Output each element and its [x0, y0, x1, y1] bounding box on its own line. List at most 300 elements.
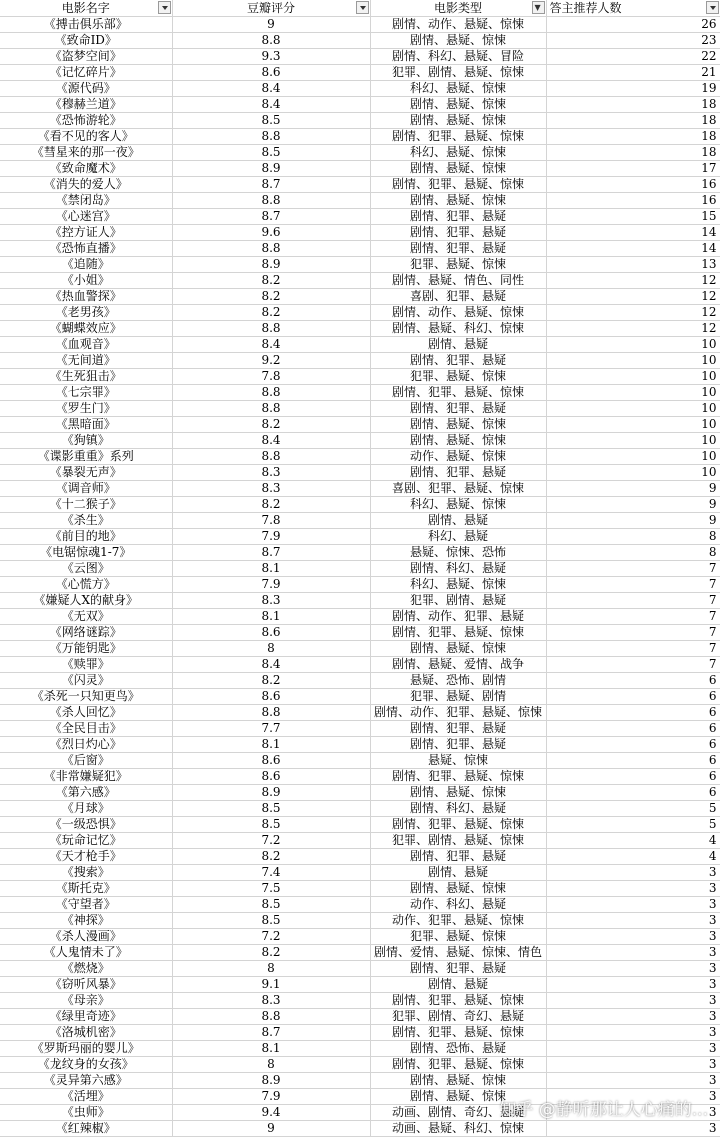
cell-recommend-count[interactable]: 5	[546, 817, 720, 833]
cell-movie-name[interactable]: 《人鬼情未了》	[0, 945, 172, 961]
cell-douban-score[interactable]: 8.5	[172, 913, 370, 929]
cell-recommend-count[interactable]: 6	[546, 769, 720, 785]
cell-movie-name[interactable]: 《非常嫌疑犯》	[0, 769, 172, 785]
cell-recommend-count[interactable]: 7	[546, 625, 720, 641]
cell-movie-name[interactable]: 《狗镇》	[0, 433, 172, 449]
cell-movie-name[interactable]: 《蝴蝶效应》	[0, 321, 172, 337]
cell-genre[interactable]: 剧情、犯罪、悬疑	[370, 721, 546, 737]
cell-movie-name[interactable]: 《黑暗面》	[0, 417, 172, 433]
cell-recommend-count[interactable]: 3	[546, 929, 720, 945]
cell-genre[interactable]: 剧情、悬疑、科幻、惊悚	[370, 321, 546, 337]
cell-movie-name[interactable]: 《杀生》	[0, 513, 172, 529]
cell-movie-name[interactable]: 《暴裂无声》	[0, 465, 172, 481]
cell-genre[interactable]: 犯罪、悬疑、惊悚	[370, 369, 546, 385]
cell-genre[interactable]: 剧情、犯罪、悬疑、惊悚	[370, 1025, 546, 1041]
cell-movie-name[interactable]: 《第六感》	[0, 785, 172, 801]
cell-movie-name[interactable]: 《盗梦空间》	[0, 49, 172, 65]
cell-recommend-count[interactable]: 6	[546, 673, 720, 689]
cell-douban-score[interactable]: 8.7	[172, 209, 370, 225]
cell-recommend-count[interactable]: 7	[546, 561, 720, 577]
cell-movie-name[interactable]: 《看不见的客人》	[0, 129, 172, 145]
cell-movie-name[interactable]: 《赎罪》	[0, 657, 172, 673]
cell-movie-name[interactable]: 《追随》	[0, 257, 172, 273]
cell-movie-name[interactable]: 《生死狙击》	[0, 369, 172, 385]
table-row	[0, 385, 720, 401]
cell-recommend-count[interactable]: 3	[546, 881, 720, 897]
cell-douban-score[interactable]: 8.8	[172, 385, 370, 401]
cell-recommend-count[interactable]: 7	[546, 657, 720, 673]
cell-genre[interactable]: 科幻、悬疑	[370, 529, 546, 545]
cell-recommend-count[interactable]: 3	[546, 1105, 720, 1121]
cell-recommend-count[interactable]: 14	[546, 225, 720, 241]
cell-movie-name[interactable]: 《杀死一只知更鸟》	[0, 689, 172, 705]
cell-genre[interactable]: 剧情、悬疑、惊悚	[370, 1089, 546, 1105]
cell-genre[interactable]: 剧情、悬疑、惊悚	[370, 641, 546, 657]
table-row	[0, 881, 720, 897]
cell-genre[interactable]: 剧情、犯罪、悬疑、惊悚	[370, 769, 546, 785]
cell-douban-score[interactable]: 8.8	[172, 193, 370, 209]
cell-douban-score[interactable]: 8.4	[172, 657, 370, 673]
cell-recommend-count[interactable]: 9	[546, 481, 720, 497]
cell-genre[interactable]: 科幻、悬疑、惊悚	[370, 497, 546, 513]
cell-recommend-count[interactable]: 12	[546, 321, 720, 337]
cell-douban-score[interactable]: 8	[172, 1057, 370, 1073]
cell-douban-score[interactable]: 7.4	[172, 865, 370, 881]
cell-recommend-count[interactable]: 12	[546, 289, 720, 305]
cell-genre[interactable]: 剧情、科幻、悬疑、冒险	[370, 49, 546, 65]
cell-genre[interactable]: 动作、悬疑、惊悚	[370, 449, 546, 465]
cell-douban-score[interactable]: 8.1	[172, 609, 370, 625]
cell-douban-score[interactable]: 8.2	[172, 945, 370, 961]
cell-recommend-count[interactable]: 6	[546, 737, 720, 753]
cell-movie-name[interactable]: 《致命ID》	[0, 33, 172, 49]
cell-movie-name[interactable]: 《燃烧》	[0, 961, 172, 977]
cell-movie-name[interactable]: 《玩命记忆》	[0, 833, 172, 849]
cell-douban-score[interactable]: 7.9	[172, 1089, 370, 1105]
cell-movie-name[interactable]: 《谍影重重》系列	[0, 449, 172, 465]
cell-movie-name[interactable]: 《全民目击》	[0, 721, 172, 737]
cell-movie-name[interactable]: 《血观音》	[0, 337, 172, 353]
cell-douban-score[interactable]: 8.5	[172, 145, 370, 161]
cell-movie-name[interactable]: 《龙纹身的女孩》	[0, 1057, 172, 1073]
cell-genre[interactable]: 剧情、犯罪、悬疑、惊悚	[370, 625, 546, 641]
cell-recommend-count[interactable]: 6	[546, 753, 720, 769]
cell-douban-score[interactable]: 8.8	[172, 401, 370, 417]
cell-douban-score[interactable]: 8.5	[172, 897, 370, 913]
table-row	[0, 49, 720, 65]
cell-movie-name[interactable]: 《月球》	[0, 801, 172, 817]
cell-movie-name[interactable]: 《恐怖游轮》	[0, 113, 172, 129]
cell-recommend-count[interactable]: 3	[546, 1121, 720, 1137]
cell-genre[interactable]: 悬疑、惊悚、恐怖	[370, 545, 546, 561]
cell-recommend-count[interactable]: 10	[546, 433, 720, 449]
cell-douban-score[interactable]: 8.9	[172, 785, 370, 801]
cell-genre[interactable]: 剧情、悬疑、惊悚	[370, 113, 546, 129]
cell-douban-score[interactable]: 7.7	[172, 721, 370, 737]
cell-movie-name[interactable]: 《红辣椒》	[0, 1121, 172, 1137]
cell-movie-name[interactable]: 《致命魔术》	[0, 161, 172, 177]
cell-douban-score[interactable]: 8.7	[172, 177, 370, 193]
cell-douban-score[interactable]: 7.2	[172, 833, 370, 849]
cell-douban-score[interactable]: 8.2	[172, 497, 370, 513]
filter-active-icon[interactable]: ▼	[532, 1, 545, 14]
cell-douban-score[interactable]: 8.8	[172, 129, 370, 145]
cell-genre[interactable]: 剧情、悬疑、惊悚	[370, 417, 546, 433]
table-row	[0, 577, 720, 593]
cell-genre[interactable]: 犯罪、剧情、悬疑、惊悚	[370, 65, 546, 81]
cell-movie-name[interactable]: 《彗星来的那一夜》	[0, 145, 172, 161]
cell-movie-name[interactable]: 《穆赫兰道》	[0, 97, 172, 113]
cell-douban-score[interactable]: 8.8	[172, 705, 370, 721]
cell-movie-name[interactable]: 《天才枪手》	[0, 849, 172, 865]
cell-recommend-count[interactable]: 26	[546, 17, 720, 33]
cell-genre[interactable]: 剧情、悬疑、情色、同性	[370, 273, 546, 289]
cell-recommend-count[interactable]: 3	[546, 945, 720, 961]
cell-genre[interactable]: 喜剧、犯罪、悬疑	[370, 289, 546, 305]
cell-genre[interactable]: 科幻、悬疑、惊悚	[370, 577, 546, 593]
cell-genre[interactable]: 剧情、动作、悬疑、惊悚	[370, 305, 546, 321]
cell-douban-score[interactable]: 8.4	[172, 433, 370, 449]
filter-dropdown-icon[interactable]	[356, 1, 369, 14]
cell-douban-score[interactable]: 8.8	[172, 1009, 370, 1025]
cell-recommend-count[interactable]: 15	[546, 209, 720, 225]
cell-movie-name[interactable]: 《心慌方》	[0, 577, 172, 593]
cell-movie-name[interactable]: 《杀人回忆》	[0, 705, 172, 721]
cell-douban-score[interactable]: 7.8	[172, 369, 370, 385]
cell-douban-score[interactable]: 8.3	[172, 593, 370, 609]
cell-recommend-count[interactable]: 10	[546, 401, 720, 417]
cell-genre[interactable]: 剧情、犯罪、悬疑	[370, 849, 546, 865]
cell-recommend-count[interactable]: 16	[546, 177, 720, 193]
cell-recommend-count[interactable]: 17	[546, 161, 720, 177]
cell-douban-score[interactable]: 8.6	[172, 65, 370, 81]
cell-recommend-count[interactable]: 18	[546, 129, 720, 145]
cell-movie-name[interactable]: 《罗斯玛丽的婴儿》	[0, 1041, 172, 1057]
cell-genre[interactable]: 剧情、悬疑	[370, 977, 546, 993]
cell-douban-score[interactable]: 8.3	[172, 993, 370, 1009]
cell-movie-name[interactable]: 《消失的爱人》	[0, 177, 172, 193]
cell-douban-score[interactable]: 8.4	[172, 337, 370, 353]
cell-douban-score[interactable]: 7.9	[172, 529, 370, 545]
cell-recommend-count[interactable]: 3	[546, 1089, 720, 1105]
cell-genre[interactable]: 科幻、悬疑、惊悚	[370, 81, 546, 97]
cell-genre[interactable]: 剧情、犯罪、悬疑、惊悚	[370, 817, 546, 833]
cell-douban-score[interactable]: 8.2	[172, 273, 370, 289]
cell-movie-name[interactable]: 《热血警探》	[0, 289, 172, 305]
table-row	[0, 593, 720, 609]
cell-genre[interactable]: 剧情、悬疑	[370, 337, 546, 353]
cell-genre[interactable]: 剧情、犯罪、悬疑	[370, 961, 546, 977]
cell-douban-score[interactable]: 8.8	[172, 241, 370, 257]
cell-douban-score[interactable]: 8.1	[172, 737, 370, 753]
cell-movie-name[interactable]: 《虫师》	[0, 1105, 172, 1121]
cell-recommend-count[interactable]: 18	[546, 113, 720, 129]
cell-genre[interactable]: 剧情、犯罪、悬疑、惊悚	[370, 993, 546, 1009]
cell-recommend-count[interactable]: 18	[546, 97, 720, 113]
cell-recommend-count[interactable]: 12	[546, 273, 720, 289]
table-row	[0, 961, 720, 977]
cell-genre[interactable]: 剧情、动作、犯罪、悬疑、惊悚	[370, 705, 546, 721]
cell-douban-score[interactable]: 8.3	[172, 465, 370, 481]
cell-genre[interactable]: 悬疑、恐怖、剧情	[370, 673, 546, 689]
cell-recommend-count[interactable]: 13	[546, 257, 720, 273]
cell-recommend-count[interactable]: 3	[546, 1057, 720, 1073]
cell-genre[interactable]: 喜剧、犯罪、悬疑、惊悚	[370, 481, 546, 497]
cell-douban-score[interactable]: 8.9	[172, 161, 370, 177]
cell-douban-score[interactable]: 8.8	[172, 321, 370, 337]
cell-douban-score[interactable]: 8.8	[172, 33, 370, 49]
cell-douban-score[interactable]: 8.2	[172, 673, 370, 689]
cell-douban-score[interactable]: 8.9	[172, 257, 370, 273]
cell-douban-score[interactable]: 8	[172, 641, 370, 657]
cell-douban-score[interactable]: 7.9	[172, 577, 370, 593]
cell-genre[interactable]: 剧情、悬疑	[370, 513, 546, 529]
cell-douban-score[interactable]: 8.4	[172, 81, 370, 97]
cell-movie-name[interactable]: 《闪灵》	[0, 673, 172, 689]
cell-recommend-count[interactable]: 8	[546, 529, 720, 545]
cell-recommend-count[interactable]: 23	[546, 33, 720, 49]
cell-genre[interactable]: 剧情、悬疑	[370, 865, 546, 881]
cell-movie-name[interactable]: 《嫌疑人X的献身》	[0, 593, 172, 609]
cell-douban-score[interactable]: 9	[172, 1121, 370, 1137]
cell-douban-score[interactable]: 8	[172, 961, 370, 977]
cell-movie-name[interactable]: 《无双》	[0, 609, 172, 625]
cell-genre[interactable]: 犯罪、悬疑、剧情	[370, 689, 546, 705]
cell-genre[interactable]: 科幻、悬疑、惊悚	[370, 145, 546, 161]
cell-movie-name[interactable]: 《万能钥匙》	[0, 641, 172, 657]
cell-movie-name[interactable]: 《老男孩》	[0, 305, 172, 321]
cell-recommend-count[interactable]: 3	[546, 1073, 720, 1089]
cell-genre[interactable]: 剧情、犯罪、悬疑、惊悚	[370, 385, 546, 401]
cell-genre[interactable]: 剧情、悬疑、惊悚	[370, 881, 546, 897]
cell-douban-score[interactable]: 8.6	[172, 769, 370, 785]
cell-genre[interactable]: 剧情、悬疑、惊悚	[370, 785, 546, 801]
cell-genre[interactable]: 剧情、动作、犯罪、悬疑	[370, 609, 546, 625]
cell-douban-score[interactable]: 8.7	[172, 1025, 370, 1041]
cell-movie-name[interactable]: 《斯托克》	[0, 881, 172, 897]
cell-douban-score[interactable]: 8.7	[172, 545, 370, 561]
cell-recommend-count[interactable]: 3	[546, 1009, 720, 1025]
cell-recommend-count[interactable]: 10	[546, 385, 720, 401]
table-row	[0, 129, 720, 145]
cell-recommend-count[interactable]: 3	[546, 977, 720, 993]
cell-genre[interactable]: 剧情、恐怖、悬疑	[370, 1041, 546, 1057]
cell-movie-name[interactable]: 《控方证人》	[0, 225, 172, 241]
cell-genre[interactable]: 悬疑、惊悚	[370, 753, 546, 769]
table-row	[0, 865, 720, 881]
cell-recommend-count[interactable]: 3	[546, 897, 720, 913]
cell-movie-name[interactable]: 《搜索》	[0, 865, 172, 881]
table-row	[0, 849, 720, 865]
cell-recommend-count[interactable]: 9	[546, 497, 720, 513]
cell-movie-name[interactable]: 《无间道》	[0, 353, 172, 369]
cell-douban-score[interactable]: 8.8	[172, 449, 370, 465]
cell-douban-score[interactable]: 8.2	[172, 289, 370, 305]
cell-recommend-count[interactable]: 10	[546, 465, 720, 481]
cell-recommend-count[interactable]: 3	[546, 1025, 720, 1041]
cell-genre[interactable]: 剧情、爱情、悬疑、惊悚、情色	[370, 945, 546, 961]
cell-douban-score[interactable]: 8.5	[172, 801, 370, 817]
cell-genre[interactable]: 剧情、犯罪、悬疑	[370, 401, 546, 417]
cell-douban-score[interactable]: 8.2	[172, 849, 370, 865]
cell-douban-score[interactable]: 8.4	[172, 97, 370, 113]
cell-genre[interactable]: 动画、悬疑、科幻、惊悚	[370, 1121, 546, 1137]
cell-recommend-count[interactable]: 10	[546, 337, 720, 353]
cell-genre[interactable]: 犯罪、剧情、悬疑、惊悚	[370, 833, 546, 849]
cell-genre[interactable]: 剧情、悬疑、惊悚	[370, 1073, 546, 1089]
header-label: 答主推荐人数	[549, 0, 622, 15]
cell-genre[interactable]: 剧情、犯罪、悬疑	[370, 737, 546, 753]
cell-genre[interactable]: 动作、犯罪、悬疑、惊悚	[370, 913, 546, 929]
filter-dropdown-icon[interactable]	[706, 1, 719, 14]
filter-dropdown-icon[interactable]	[158, 1, 171, 14]
cell-recommend-count[interactable]: 3	[546, 993, 720, 1009]
cell-genre[interactable]: 剧情、犯罪、悬疑	[370, 353, 546, 369]
cell-douban-score[interactable]: 9.2	[172, 353, 370, 369]
cell-movie-name[interactable]: 《绿里奇迹》	[0, 1009, 172, 1025]
table-row	[0, 721, 720, 737]
cell-movie-name[interactable]: 《后窗》	[0, 753, 172, 769]
cell-douban-score[interactable]: 8.6	[172, 753, 370, 769]
table-row	[0, 625, 720, 641]
cell-movie-name[interactable]: 《小姐》	[0, 273, 172, 289]
cell-movie-name[interactable]: 《洛城机密》	[0, 1025, 172, 1041]
cell-recommend-count[interactable]: 16	[546, 193, 720, 209]
cell-recommend-count[interactable]: 3	[546, 913, 720, 929]
cell-movie-name[interactable]: 《记忆碎片》	[0, 65, 172, 81]
cell-recommend-count[interactable]: 3	[546, 1041, 720, 1057]
cell-douban-score[interactable]: 8.1	[172, 561, 370, 577]
cell-douban-score[interactable]: 7.2	[172, 929, 370, 945]
cell-genre[interactable]: 剧情、犯罪、悬疑	[370, 225, 546, 241]
cell-genre[interactable]: 剧情、科幻、悬疑	[370, 801, 546, 817]
cell-recommend-count[interactable]: 3	[546, 961, 720, 977]
cell-genre[interactable]: 犯罪、悬疑、惊悚	[370, 257, 546, 273]
cell-genre[interactable]: 剧情、犯罪、悬疑	[370, 209, 546, 225]
cell-recommend-count[interactable]: 10	[546, 369, 720, 385]
cell-movie-name[interactable]: 《网络谜踪》	[0, 625, 172, 641]
cell-recommend-count[interactable]: 10	[546, 417, 720, 433]
cell-recommend-count[interactable]: 7	[546, 641, 720, 657]
cell-movie-name[interactable]: 《杀人漫画》	[0, 929, 172, 945]
cell-douban-score[interactable]: 9.3	[172, 49, 370, 65]
cell-genre[interactable]: 剧情、悬疑、惊悚	[370, 97, 546, 113]
cell-douban-score[interactable]: 8.6	[172, 689, 370, 705]
cell-genre[interactable]: 剧情、悬疑、爱情、战争	[370, 657, 546, 673]
cell-recommend-count[interactable]: 6	[546, 689, 720, 705]
cell-douban-score[interactable]: 8.2	[172, 305, 370, 321]
cell-recommend-count[interactable]: 3	[546, 865, 720, 881]
cell-movie-name[interactable]: 《调音师》	[0, 481, 172, 497]
cell-movie-name[interactable]: 《心迷宫》	[0, 209, 172, 225]
cell-douban-score[interactable]: 8.9	[172, 1073, 370, 1089]
cell-recommend-count[interactable]: 7	[546, 593, 720, 609]
table-row	[0, 65, 720, 81]
cell-genre[interactable]: 剧情、悬疑、惊悚	[370, 433, 546, 449]
cell-douban-score[interactable]: 9.4	[172, 1105, 370, 1121]
cell-recommend-count[interactable]: 7	[546, 577, 720, 593]
cell-movie-name[interactable]: 《电锯惊魂1-7》	[0, 545, 172, 561]
cell-movie-name[interactable]: 《窃听风暴》	[0, 977, 172, 993]
cell-genre[interactable]: 犯罪、剧情、悬疑	[370, 593, 546, 609]
cell-movie-name[interactable]: 《烈日灼心》	[0, 737, 172, 753]
cell-movie-name[interactable]: 《神探》	[0, 913, 172, 929]
cell-recommend-count[interactable]: 21	[546, 65, 720, 81]
cell-douban-score[interactable]: 8.6	[172, 625, 370, 641]
cell-movie-name[interactable]: 《禁闭岛》	[0, 193, 172, 209]
cell-recommend-count[interactable]: 10	[546, 353, 720, 369]
cell-douban-score[interactable]: 8.5	[172, 817, 370, 833]
cell-recommend-count[interactable]: 22	[546, 49, 720, 65]
cell-recommend-count[interactable]: 8	[546, 545, 720, 561]
cell-genre[interactable]: 剧情、动作、悬疑、惊悚	[370, 17, 546, 33]
cell-genre[interactable]: 剧情、犯罪、悬疑、惊悚	[370, 129, 546, 145]
cell-recommend-count[interactable]: 10	[546, 449, 720, 465]
cell-douban-score[interactable]: 8.5	[172, 113, 370, 129]
cell-recommend-count[interactable]: 4	[546, 849, 720, 865]
cell-genre[interactable]: 剧情、悬疑、惊悚	[370, 33, 546, 49]
cell-recommend-count[interactable]: 19	[546, 81, 720, 97]
cell-genre[interactable]: 犯罪、悬疑、惊悚	[370, 929, 546, 945]
cell-movie-name[interactable]: 《母亲》	[0, 993, 172, 1009]
cell-movie-name[interactable]: 《活埋》	[0, 1089, 172, 1105]
cell-recommend-count[interactable]: 9	[546, 513, 720, 529]
cell-genre[interactable]: 剧情、悬疑、惊悚	[370, 193, 546, 209]
cell-recommend-count[interactable]: 6	[546, 785, 720, 801]
cell-douban-score[interactable]: 9	[172, 17, 370, 33]
cell-douban-score[interactable]: 7.5	[172, 881, 370, 897]
cell-genre[interactable]: 剧情、科幻、悬疑	[370, 561, 546, 577]
cell-recommend-count[interactable]: 7	[546, 609, 720, 625]
cell-recommend-count[interactable]: 14	[546, 241, 720, 257]
cell-genre[interactable]: 犯罪、剧情、奇幻、悬疑	[370, 1009, 546, 1025]
cell-movie-name[interactable]: 《前目的地》	[0, 529, 172, 545]
cell-genre[interactable]: 剧情、悬疑、惊悚	[370, 161, 546, 177]
cell-movie-name[interactable]: 《云图》	[0, 561, 172, 577]
cell-douban-score[interactable]: 8.2	[172, 417, 370, 433]
cell-recommend-count[interactable]: 5	[546, 801, 720, 817]
cell-movie-name[interactable]: 《灵异第六感》	[0, 1073, 172, 1089]
cell-recommend-count[interactable]: 4	[546, 833, 720, 849]
cell-douban-score[interactable]: 7.8	[172, 513, 370, 529]
cell-movie-name[interactable]: 《十二猴子》	[0, 497, 172, 513]
cell-movie-name[interactable]: 《搏击俱乐部》	[0, 17, 172, 33]
cell-genre[interactable]: 剧情、犯罪、悬疑、惊悚	[370, 177, 546, 193]
cell-movie-name[interactable]: 《七宗罪》	[0, 385, 172, 401]
table-row	[0, 977, 720, 993]
cell-recommend-count[interactable]: 6	[546, 721, 720, 737]
cell-genre[interactable]: 剧情、犯罪、悬疑	[370, 241, 546, 257]
cell-douban-score[interactable]: 9.1	[172, 977, 370, 993]
cell-movie-name[interactable]: 《一级恐惧》	[0, 817, 172, 833]
cell-genre[interactable]: 剧情、犯罪、悬疑	[370, 465, 546, 481]
table-row	[0, 1105, 720, 1121]
cell-genre[interactable]: 剧情、犯罪、悬疑、惊悚	[370, 1057, 546, 1073]
cell-movie-name[interactable]: 《守望者》	[0, 897, 172, 913]
table-row	[0, 769, 720, 785]
cell-douban-score[interactable]: 8.3	[172, 481, 370, 497]
cell-recommend-count[interactable]: 18	[546, 145, 720, 161]
cell-recommend-count[interactable]: 12	[546, 305, 720, 321]
cell-genre[interactable]: 动作、科幻、悬疑	[370, 897, 546, 913]
cell-douban-score[interactable]: 8.1	[172, 1041, 370, 1057]
cell-douban-score[interactable]: 9.6	[172, 225, 370, 241]
cell-movie-name[interactable]: 《恐怖直播》	[0, 241, 172, 257]
cell-movie-name[interactable]: 《源代码》	[0, 81, 172, 97]
cell-movie-name[interactable]: 《罗生门》	[0, 401, 172, 417]
cell-genre[interactable]: 动画、剧情、奇幻、悬疑	[370, 1105, 546, 1121]
cell-recommend-count[interactable]: 6	[546, 705, 720, 721]
